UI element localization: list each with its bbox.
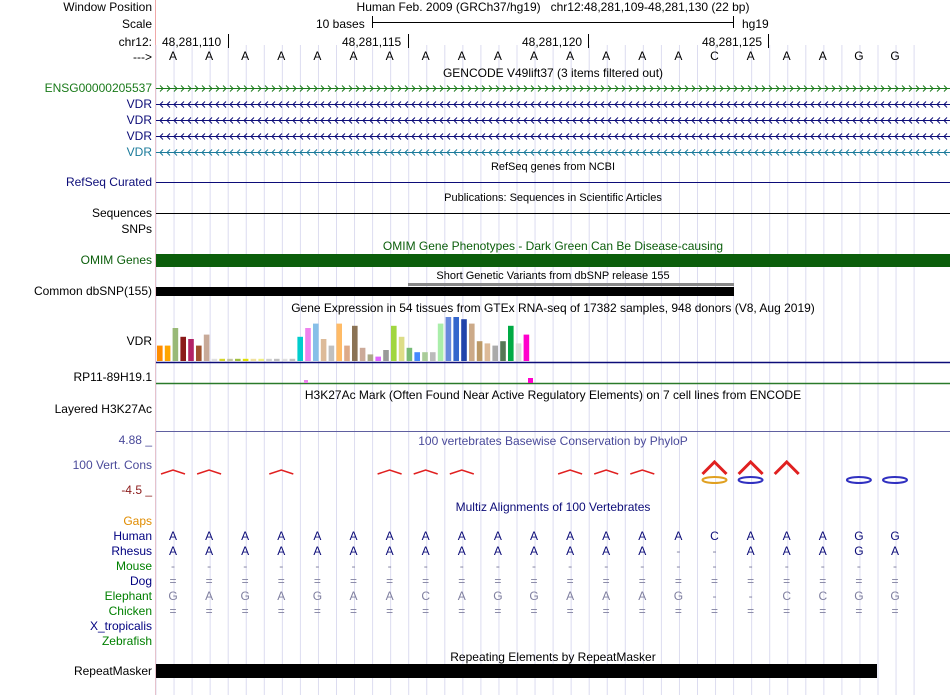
phylop-logo-glyph — [414, 470, 438, 474]
multiz-base: A — [349, 529, 358, 543]
multiz-base: - — [387, 559, 392, 573]
repeatmasker-label[interactable]: RepeatMasker — [73, 664, 152, 678]
dbsnp-title: Short Genetic Variants from dbSNP release 155 — [436, 270, 670, 282]
multiz-base: - — [856, 559, 861, 573]
multiz-base: A — [566, 544, 575, 558]
refseq-title: RefSeq genes from NCBI — [490, 161, 616, 173]
multiz-base: - — [712, 544, 717, 558]
gtex-bar[interactable] — [485, 343, 491, 361]
multiz-base: G — [493, 589, 503, 603]
multiz-base: A — [746, 544, 755, 558]
reference-base: A — [168, 49, 177, 63]
multiz-species-label[interactable]: Chicken — [108, 604, 152, 618]
multiz-base: = — [169, 604, 177, 618]
gtex-bar[interactable] — [165, 346, 171, 361]
multiz-base: = — [710, 574, 718, 588]
gtex-rp11-label[interactable]: RP11-89H19.1 — [73, 370, 152, 384]
multiz-base: = — [494, 604, 502, 618]
multiz-base: - — [423, 559, 428, 573]
multiz-base: = — [710, 604, 718, 618]
gtex-bar[interactable] — [469, 324, 475, 361]
reference-base: A — [674, 49, 683, 63]
reference-base: A — [529, 49, 538, 63]
reference-base: A — [457, 49, 466, 63]
phylop-logo[interactable] — [156, 460, 950, 494]
gtex-bar[interactable] — [305, 328, 311, 361]
multiz-base: A — [349, 544, 358, 558]
reference-base: A — [493, 49, 502, 63]
multiz-base: A — [205, 589, 214, 603]
reference-base: A — [241, 49, 250, 63]
scale-bar-right-tick — [733, 16, 734, 28]
gtex-bar[interactable] — [500, 341, 506, 361]
reference-base: A — [566, 49, 575, 63]
multiz-base: A — [349, 589, 358, 603]
multiz-base: - — [676, 559, 681, 573]
multiz-base: = — [747, 574, 755, 588]
reference-base: A — [746, 49, 755, 63]
multiz-species-label[interactable]: Mouse — [115, 559, 152, 573]
repeatmasker-title: Repeating Elements by RepeatMasker — [450, 650, 656, 664]
multiz-base: = — [674, 604, 682, 618]
phylop-logo-glyph — [775, 462, 799, 474]
ruler-tick — [588, 34, 589, 48]
multiz-base: A — [674, 529, 683, 543]
multiz-base: = — [783, 574, 791, 588]
multiz-base: G — [890, 529, 900, 543]
gtex-bar[interactable] — [258, 359, 264, 361]
multiz-base: = — [458, 574, 466, 588]
multiz-base: = — [313, 574, 321, 588]
phylop-title: 100 vertebrates Basewise Conservation by PhyloP — [418, 434, 688, 448]
multiz-base: A — [782, 529, 791, 543]
multiz-species-label[interactable]: Elephant — [104, 589, 152, 603]
multiz-base: A — [602, 544, 611, 558]
multiz-base: C — [818, 589, 828, 603]
multiz-base: = — [530, 604, 538, 618]
reference-base: A — [638, 49, 647, 63]
gtex-rp11-bar[interactable] — [304, 380, 308, 383]
scale-label: Scale — [121, 17, 152, 31]
gtex-bar[interactable] — [227, 359, 233, 361]
gtex-bar[interactable] — [446, 317, 452, 361]
gtex-bar[interactable] — [414, 352, 420, 361]
gtex-bar[interactable] — [196, 346, 202, 361]
omim-title: OMIM Gene Phenotypes - Dark Green Can Be Disease-causing — [382, 239, 724, 253]
gtex-bar[interactable] — [329, 346, 335, 361]
multiz-base: = — [602, 574, 610, 588]
gtex-bar[interactable] — [352, 326, 358, 361]
multiz-base: - — [207, 559, 212, 573]
multiz-base: = — [241, 574, 249, 588]
window-position-label: Window Position — [63, 0, 152, 14]
multiz-base: = — [819, 574, 827, 588]
ruler-coordinate: 48,281,125 — [702, 35, 763, 49]
gtex-rp11-bar[interactable] — [528, 378, 533, 383]
phylop-logo-glyph — [703, 462, 727, 474]
multiz-base: = — [386, 604, 394, 618]
gtex-bar[interactable] — [243, 359, 249, 361]
multiz-base: G — [854, 589, 864, 603]
dbsnp-variant-bar[interactable] — [156, 287, 734, 296]
reference-base: C — [710, 49, 719, 63]
multiz-base: A — [890, 544, 899, 558]
h3k27ac-label[interactable]: Layered H3K27Ac — [54, 402, 152, 416]
reference-base: A — [205, 49, 214, 63]
scale-text: 10 bases — [316, 17, 365, 31]
gtex-bar[interactable] — [360, 348, 366, 361]
multiz-base: = — [422, 604, 430, 618]
multiz-base: A — [457, 544, 466, 558]
phylop-label[interactable]: 100 Vert. Cons — [72, 458, 152, 472]
multiz-base: A — [602, 529, 611, 543]
multiz-base: - — [676, 544, 681, 558]
multiz-species-label[interactable]: Zebrafish — [101, 634, 152, 648]
reference-base: A — [818, 49, 827, 63]
gtex-bar[interactable] — [321, 339, 327, 361]
multiz-base: = — [602, 604, 610, 618]
ruler-tick — [768, 34, 769, 48]
multiz-base: A — [566, 529, 575, 543]
reference-base: A — [421, 49, 430, 63]
multiz-base: = — [783, 604, 791, 618]
multiz-base: = — [205, 574, 213, 588]
multiz-base: = — [241, 604, 249, 618]
multiz-base: G — [529, 589, 539, 603]
phylop-logo-glyph — [703, 477, 727, 483]
ruler-coordinate: 48,281,115 — [342, 35, 402, 49]
multiz-base: - — [171, 559, 175, 573]
gtex-bar[interactable] — [219, 359, 225, 361]
dbsnp-variant-shadow[interactable] — [408, 283, 734, 286]
ruler-tick — [228, 34, 229, 48]
reference-base: A — [782, 49, 791, 63]
multiz-base: = — [494, 574, 502, 588]
dbsnp-label[interactable]: Common dbSNP(155) — [33, 284, 152, 298]
multiz-base: = — [638, 604, 646, 618]
multiz-base: C — [782, 589, 792, 603]
gencode-tracks[interactable] — [156, 81, 950, 161]
multiz-base: = — [566, 574, 574, 588]
multiz-base: G — [312, 589, 323, 603]
publications-label[interactable]: Sequences — [91, 206, 152, 220]
phylop-logo-glyph — [161, 470, 185, 474]
reference-base: A — [277, 49, 286, 63]
omim-feature[interactable] — [156, 254, 950, 267]
multiz-base: A — [638, 589, 647, 603]
multiz-base: A — [313, 544, 322, 558]
multiz-base: = — [205, 604, 213, 618]
multiz-base: - — [279, 559, 284, 573]
multiz-species-label[interactable]: Human — [113, 529, 152, 543]
multiz-base: - — [712, 559, 717, 573]
multiz-base: C — [710, 529, 719, 543]
gencode-title: GENCODE V49lift37 (3 items filtered out) — [442, 66, 664, 80]
multiz-base: = — [277, 574, 285, 588]
multiz-base: = — [566, 604, 574, 618]
multiz-base: A — [277, 544, 286, 558]
multiz-base: = — [277, 604, 285, 618]
gtex-bar[interactable] — [188, 339, 194, 361]
ruler-tick — [408, 34, 409, 48]
reference-base: G — [890, 49, 900, 63]
ruler-coordinate: 48,281,110 — [162, 35, 222, 49]
multiz-base: A — [457, 589, 466, 603]
multiz-base: = — [891, 574, 899, 588]
multiz-base: G — [854, 529, 864, 543]
multiz-base: - — [748, 559, 753, 573]
multiz-base: = — [819, 604, 827, 618]
scale-db: hg19 — [742, 17, 769, 31]
gtex-bar[interactable] — [516, 343, 522, 361]
phylop-logo-glyph — [378, 470, 402, 474]
gtex-bar[interactable] — [375, 357, 381, 361]
phylop-logo-glyph — [847, 477, 871, 483]
multiz-base: A — [385, 544, 394, 558]
gtex-bar[interactable] — [368, 354, 374, 361]
multiz-base: A — [493, 529, 502, 543]
phylop-logo-glyph — [739, 462, 763, 474]
gtex-vdr-label[interactable]: VDR — [126, 334, 152, 348]
multiz-base: = — [349, 604, 357, 618]
multiz-base: A — [529, 529, 538, 543]
gtex-bar[interactable] — [407, 348, 413, 361]
multiz-base: A — [241, 544, 250, 558]
multiz-base: A — [205, 529, 214, 543]
multiz-species-label[interactable]: X_tropicalis — [89, 619, 152, 633]
multiz-base: G — [854, 544, 864, 558]
gencode-track-label[interactable]: VDR — [126, 97, 152, 111]
gtex-bar[interactable] — [313, 324, 319, 361]
multiz-base: G — [168, 589, 178, 603]
multiz-base: = — [747, 604, 755, 618]
reference-base: A — [313, 49, 322, 63]
gtex-bar[interactable] — [524, 335, 530, 361]
gtex-bar[interactable] — [266, 359, 272, 361]
multiz-base: - — [640, 559, 645, 573]
phylop-min: -4.5 _ — [121, 483, 152, 497]
phylop-logo-glyph — [739, 477, 763, 483]
phylop-logo-glyph — [883, 477, 907, 483]
multiz-base: A — [277, 529, 286, 543]
multiz-base: A — [277, 589, 286, 603]
strand-arrow-label: ---> — [133, 50, 152, 64]
h3k27ac-title: H3K27Ac Mark (Often Found Near Active Regulatory Elements) on 7 cell lines from ENCODE — [304, 388, 802, 402]
multiz-base: A — [457, 529, 466, 543]
reference-base: G — [854, 49, 864, 63]
multiz-base: A — [566, 589, 575, 603]
gtex-bar[interactable] — [453, 317, 459, 361]
chrom-label: chr12: — [118, 35, 152, 49]
multiz-base: - — [784, 559, 789, 573]
gtex-bar[interactable] — [282, 359, 288, 361]
phylop-logo-glyph — [630, 470, 654, 474]
gtex-bar[interactable] — [204, 335, 210, 361]
multiz-base: = — [313, 604, 321, 618]
multiz-base: A — [782, 544, 791, 558]
gtex-bar[interactable] — [399, 337, 405, 361]
gtex-bar[interactable] — [492, 346, 498, 361]
gencode-track-label[interactable]: VDR — [126, 145, 152, 159]
multiz-species-label[interactable]: Dog — [129, 574, 152, 588]
snps-label[interactable]: SNPs — [121, 222, 152, 236]
gtex-bar[interactable] — [297, 337, 303, 361]
multiz-base: = — [530, 574, 538, 588]
multiz-species-label[interactable]: Rhesus — [111, 544, 152, 558]
publications-title: Publications: Sequences in Scientific Articles — [444, 192, 662, 204]
multiz-base: - — [568, 559, 573, 573]
gtex-bar[interactable] — [274, 359, 280, 361]
gtex-bar[interactable] — [438, 324, 444, 361]
multiz-base: - — [495, 559, 500, 573]
gtex-bar[interactable] — [290, 359, 296, 361]
gtex-bar[interactable] — [461, 319, 467, 361]
phylop-logo-glyph — [558, 470, 582, 474]
multiz-base: G — [240, 589, 250, 603]
omim-label[interactable]: OMIM Genes — [80, 253, 152, 267]
multiz-base: A — [421, 529, 430, 543]
gencode-track-label[interactable]: ENSG00000205537 — [44, 81, 152, 95]
multiz-base: = — [855, 574, 863, 588]
multiz-base: - — [604, 559, 609, 573]
multiz-base: G — [673, 589, 684, 603]
reference-base: A — [385, 49, 394, 63]
multiz-base: A — [313, 529, 322, 543]
multiz-base: - — [893, 559, 897, 573]
multiz-base: - — [315, 559, 320, 573]
reference-base: A — [349, 49, 358, 63]
scale-bar — [372, 22, 734, 23]
gtex-bar[interactable] — [251, 359, 257, 361]
phylop-logo-glyph — [450, 470, 474, 474]
multiz-base: A — [168, 544, 177, 558]
multiz-base: = — [855, 604, 863, 618]
multiz-base: G — [890, 589, 900, 603]
multiz-base: = — [458, 604, 466, 618]
phylop-logo-glyph — [269, 470, 293, 474]
gtex-bar[interactable] — [344, 346, 350, 361]
multiz-base: - — [459, 559, 464, 573]
multiz-base: = — [169, 574, 177, 588]
ruler-coordinate: 48,281,120 — [522, 35, 583, 49]
multiz-gaps-label: Gaps — [123, 514, 152, 528]
multiz-base: = — [638, 574, 646, 588]
repeatmasker-feature[interactable] — [156, 664, 877, 678]
multiz-base: A — [638, 529, 647, 543]
gtex-bar[interactable] — [383, 350, 389, 361]
multiz-base: A — [493, 544, 502, 558]
assembly-position-text: Human Feb. 2009 (GRCh37/hg19) chr12:48,281,109-48,281,130 (22 bp) — [356, 0, 750, 14]
multiz-base: = — [674, 574, 682, 588]
gtex-bar[interactable] — [336, 324, 342, 361]
multiz-base: A — [205, 544, 214, 558]
multiz-base: - — [351, 559, 356, 573]
multiz-base: A — [746, 529, 755, 543]
multiz-title: Multiz Alignments of 100 Vertebrates — [455, 500, 651, 514]
multiz-base: A — [241, 529, 250, 543]
multiz-base: - — [532, 559, 536, 573]
multiz-base: A — [602, 589, 611, 603]
multiz-base: = — [422, 574, 430, 588]
multiz-base: A — [818, 529, 827, 543]
gtex-bar[interactable] — [173, 328, 179, 361]
multiz-base: = — [891, 604, 899, 618]
multiz-base: A — [638, 544, 647, 558]
multiz-base: - — [712, 589, 717, 603]
gtex-bar[interactable] — [157, 346, 163, 361]
multiz-base: A — [168, 529, 177, 543]
phylop-logo-glyph — [594, 470, 618, 474]
multiz-base: C — [421, 589, 431, 603]
gtex-bar[interactable] — [180, 337, 186, 361]
multiz-base: A — [529, 544, 538, 558]
multiz-base: A — [385, 589, 394, 603]
gtex-bar[interactable] — [212, 359, 218, 361]
gtex-expression-chart[interactable] — [156, 314, 950, 386]
refseq-track-line[interactable] — [156, 182, 950, 183]
gencode-track-label[interactable]: VDR — [126, 113, 152, 127]
h3k27ac-track-base[interactable] — [156, 431, 950, 432]
gtex-bar[interactable] — [430, 352, 436, 361]
gtex-bar[interactable] — [391, 326, 397, 361]
gtex-bar[interactable] — [477, 341, 483, 361]
phylop-logo-glyph — [197, 470, 221, 474]
multiz-base: - — [243, 559, 248, 573]
multiz-base: A — [385, 529, 394, 543]
multiz-base: A — [421, 544, 430, 558]
multiz-base: - — [748, 589, 753, 603]
phylop-max: 4.88 _ — [118, 433, 152, 447]
publications-track-line[interactable] — [156, 213, 950, 214]
gencode-track-label[interactable]: VDR — [126, 129, 152, 143]
reference-base: A — [602, 49, 611, 63]
gtex-bar[interactable] — [422, 352, 428, 361]
gtex-bar[interactable] — [508, 326, 514, 361]
gtex-title: Gene Expression in 54 tissues from GTEx RNA-seq of 17382 samples, 948 donors (V8, Aug 2019) — [291, 301, 815, 315]
multiz-base: = — [349, 574, 357, 588]
gtex-bar[interactable] — [235, 359, 241, 361]
multiz-base: A — [818, 544, 827, 558]
multiz-base: = — [386, 574, 394, 588]
multiz-base: - — [820, 559, 825, 573]
refseq-label[interactable]: RefSeq Curated — [65, 175, 152, 189]
